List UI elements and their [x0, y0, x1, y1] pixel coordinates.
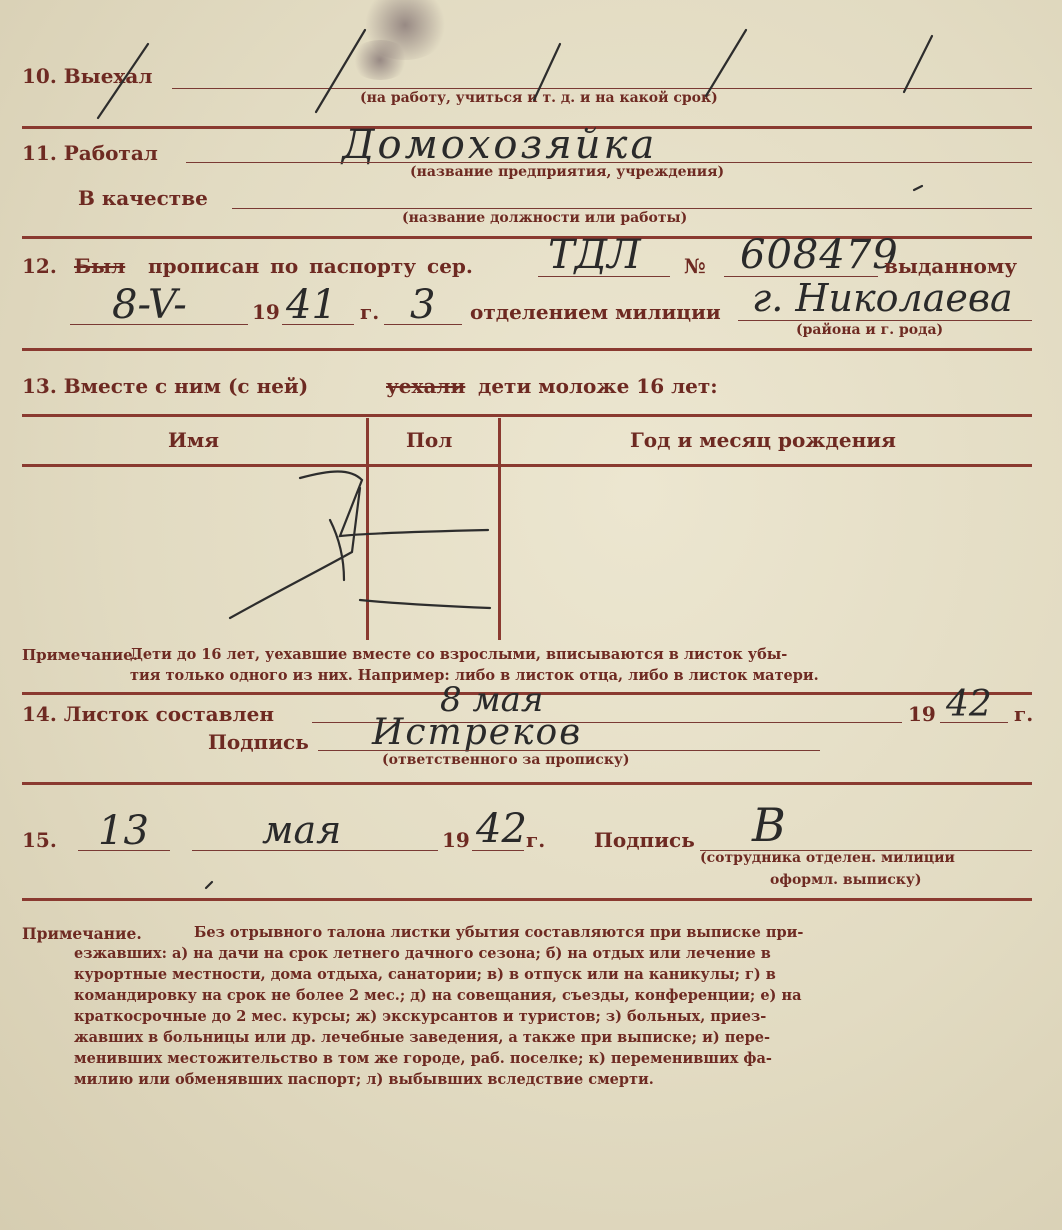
- item15-label: 15.: [22, 828, 57, 852]
- item14-sign-label: Подпись: [208, 730, 309, 754]
- item11-as-label: В качестве: [78, 186, 208, 210]
- issued-year-value: 41: [286, 282, 337, 328]
- item15-signature: В: [752, 798, 786, 852]
- strike-slash: [904, 36, 932, 92]
- item14-signature: Истреков: [372, 712, 583, 753]
- children-col-birth: Год и месяц рождения: [630, 428, 896, 452]
- passport-number-label: №: [684, 254, 706, 278]
- item15-year-value: 42: [476, 806, 527, 852]
- item15-sign-label: Подпись: [594, 828, 695, 852]
- ink-dot: [914, 186, 922, 190]
- item12-struck-word: Был: [74, 254, 126, 278]
- item15-sign-caption-2: оформл. выписку): [770, 872, 922, 888]
- item13-note-line: тия только одного из них. Например: либо в листок отца, либо в листок матери.: [130, 667, 819, 684]
- children-col-name: Имя: [168, 428, 220, 452]
- item14-year-label: г.: [1014, 702, 1034, 726]
- item15-year-prefix: 19: [442, 828, 470, 852]
- ink-dot: [206, 882, 212, 888]
- item15-month-value: мая: [262, 808, 342, 852]
- issued-year-label: г.: [360, 300, 380, 324]
- item12-label: прописан по паспорту сер.: [148, 254, 473, 278]
- bottom-note-line: езжавших: а) на дачи на срок летнего дачного сезона; б) на отдых или лечение в: [74, 945, 771, 962]
- bottom-note-line: краткосрочные до 2 мес. курсы; ж) экскурсантов и туристов; з) больных, приез-: [74, 1008, 767, 1025]
- item10-caption: (на работу, учиться и т. д. и на какой срок): [360, 90, 718, 106]
- bottom-note-line: менивших местожительство в том же городе, раб. поселке; к) переменивших фа-: [74, 1050, 772, 1067]
- item10-label: 10. Выехал: [22, 64, 153, 88]
- passport-number-value: 608479: [740, 232, 899, 278]
- strike-slash: [534, 44, 560, 100]
- item11-workplace-value: Домохозяйка: [342, 122, 658, 168]
- bottom-note-title: Примечание.: [22, 924, 142, 943]
- item13-struck-word: уехали: [386, 374, 466, 398]
- bottom-note-line: жавших в больницы или др. лечебные заведения, а также при выписке; и) пере-: [74, 1029, 770, 1046]
- passport-issued-date-value: 8-V-: [112, 282, 187, 328]
- police-office-label: отделением милиции: [470, 300, 721, 324]
- strike-slash: [98, 44, 148, 118]
- item11-as-caption: (название должности или работы): [402, 210, 688, 226]
- strike-slash: [316, 30, 365, 112]
- passport-series-value: ТДЛ: [548, 232, 641, 278]
- bottom-note-line: курортные местности, дома отдыха, санатории; в) в отпуск или на каникулы; г) в: [74, 966, 776, 983]
- item13-note-line: Дети до 16 лет, уехавшие вместе со взрослыми, вписываются в листок убы-: [130, 646, 788, 663]
- bottom-note-line: Без отрывного талона листки убытия составляются при выписке при-: [194, 924, 804, 941]
- item15-day-value: 13: [98, 808, 149, 854]
- children-col-sex: Пол: [406, 428, 453, 452]
- item14-sign-caption: (ответственного за прописку): [382, 752, 630, 768]
- item11-label: 11. Работал: [22, 141, 158, 165]
- strike-z-mark: [230, 472, 490, 619]
- passport-issued-label: выданному: [884, 254, 1018, 278]
- strike-slash: [706, 30, 746, 96]
- item13-label: 13. Вместе с ним (с ней): [22, 374, 309, 398]
- item13-label-rest: дети моложе 16 лет:: [478, 374, 718, 398]
- item15-sign-caption-1: (сотрудника отделен. милиции: [700, 850, 955, 866]
- item12-number: 12.: [22, 254, 57, 278]
- bottom-note-line: командировку на срок не более 2 мес.; д) на совещания, съезды, конференции; е) на: [74, 987, 802, 1004]
- issuing-city-caption: (района и г. рода): [796, 322, 944, 338]
- item14-label: 14. Листок составлен: [22, 702, 275, 726]
- item11-caption: (название предприятия, учреждения): [410, 164, 725, 180]
- issued-year-prefix: 19: [252, 300, 280, 324]
- item14-year-value: 42: [946, 684, 992, 725]
- item15-year-label: г.: [526, 828, 546, 852]
- item13-note-title: Примечание.: [22, 646, 138, 664]
- bottom-note-line: милию или обменявших паспорт; л) выбывших вследствие смерти.: [74, 1071, 654, 1088]
- police-office-number-value: 3: [410, 282, 436, 328]
- issuing-city-value: г. Николаева: [752, 276, 1013, 320]
- form-compiled-date-value: 8 мая: [440, 680, 544, 720]
- item14-year-prefix: 19: [908, 702, 936, 726]
